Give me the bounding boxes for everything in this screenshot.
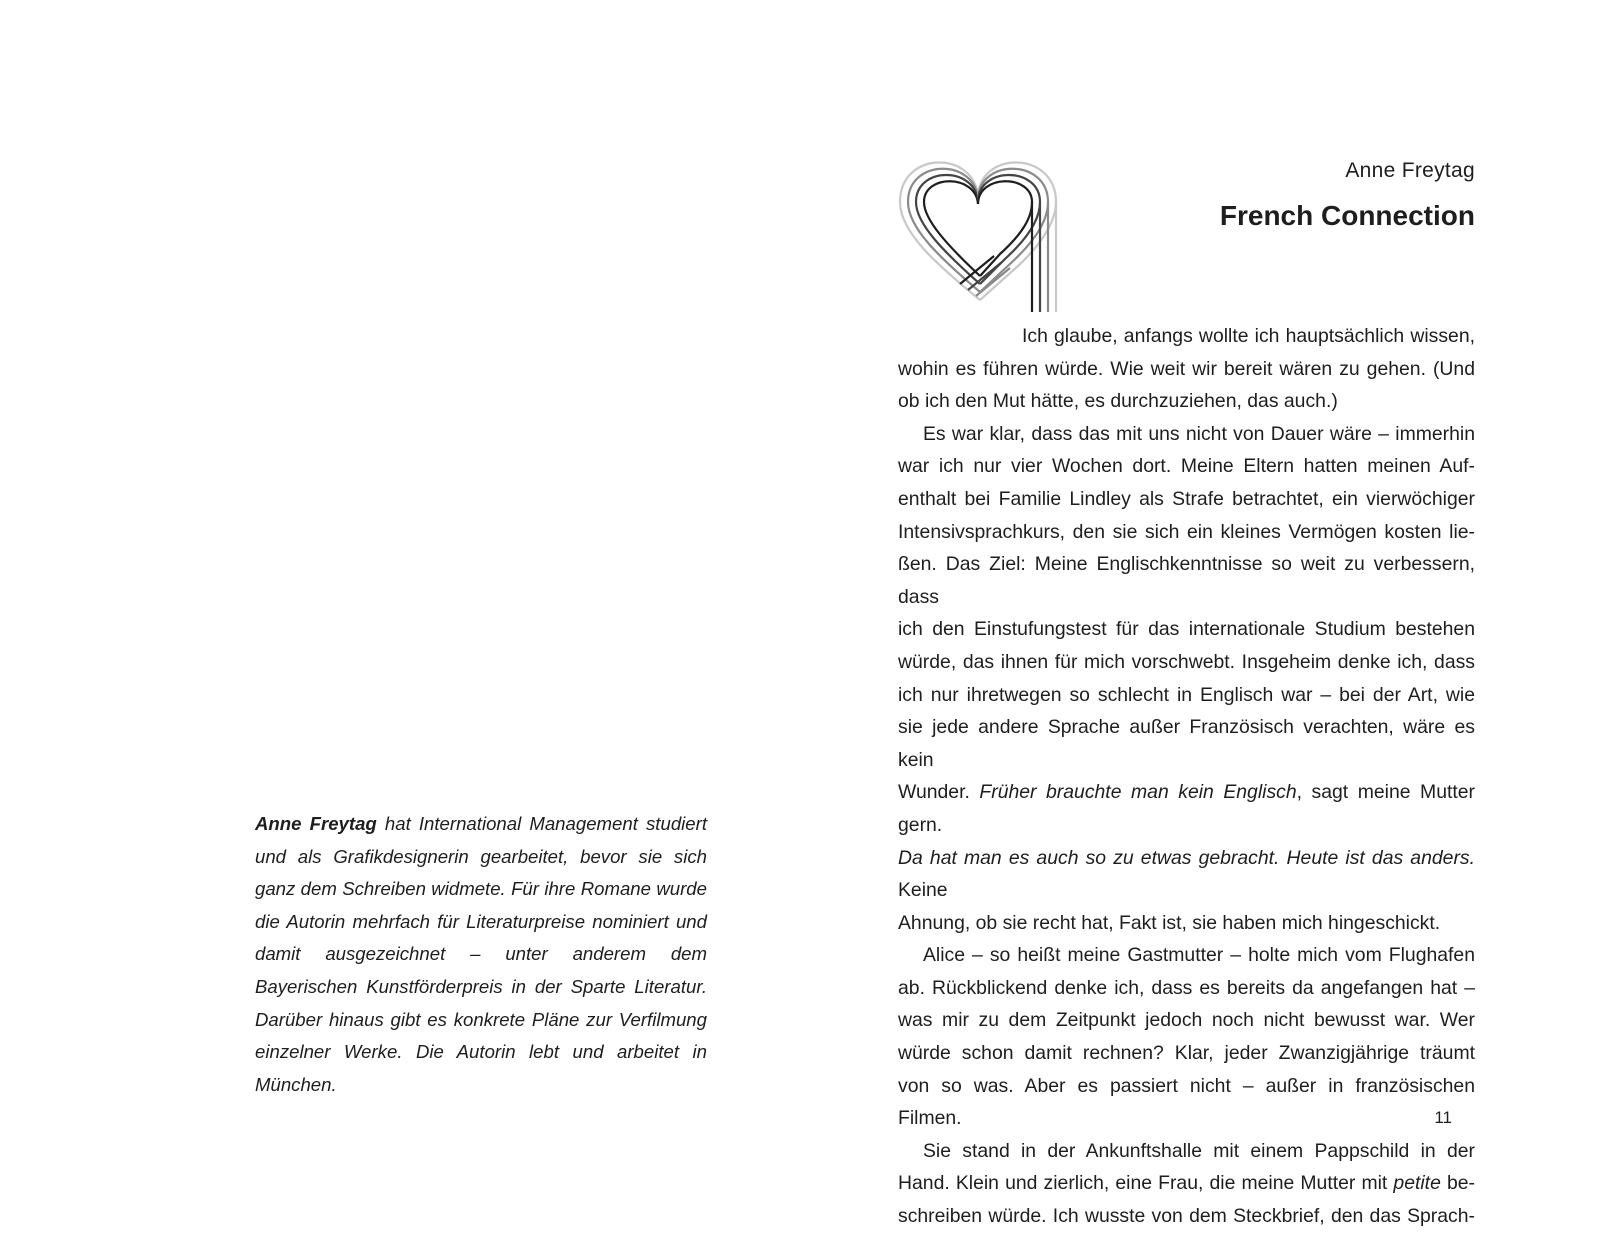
text-line: ab. Rückblickend denke ich, dass es bereits da angefangen hat – bbox=[898, 976, 1475, 999]
italic-quote: Früher brauchte man kein Englisch bbox=[979, 781, 1297, 804]
text-line: ich nur ihretwegen so schlecht in Englisch war – bei der Art, wie bbox=[898, 683, 1475, 706]
text-line: Sie stand in der Ankunftshalle mit einem Pappschild in der bbox=[923, 1139, 1475, 1162]
heart-lines-icon bbox=[898, 156, 1060, 312]
text-line: ob ich den Mut hätte, es durchzuziehen, das auch.) bbox=[898, 390, 1338, 413]
text-run: , sagt meine Mutter gern. bbox=[898, 781, 1476, 836]
text-line: Ich glaube, anfangs wollte ich hauptsächlich wissen, bbox=[1022, 325, 1475, 347]
text-line: war ich nur vier Wochen dort. Meine Eltern hatten meinen Auf- bbox=[898, 455, 1475, 478]
text-line bbox=[898, 842, 1475, 907]
text-run: Keine bbox=[898, 879, 948, 902]
bio-text: hat International Management studiert und als Grafikdesignerin gearbeitet, bevor sie sich ganz dem Schreiben widmete. Für ihre Romane wurde die Autorin mehrfach für Literaturpreise nominiert und damit ausgezeichnet – unter anderem dem Bayerischen Kunstförderpreis in der Sparte Literatur. Darüber hinaus gibt es konkrete Pläne zur Verfilmung einzelner Werke. Die Autorin lebt und arbeitet in München. bbox=[255, 813, 707, 1095]
book-author: Anne Freytag bbox=[1345, 159, 1475, 182]
bio-author-name: Anne Freytag bbox=[255, 813, 377, 834]
book-title: French Connection bbox=[1219, 200, 1475, 231]
text-line: enthalt bei Familie Lindley als Strafe betrachtet, ein vierwöchiger bbox=[898, 487, 1475, 510]
text-run: Hand. Klein und zierlich, eine Frau, die meine Mutter mit bbox=[898, 1172, 1394, 1195]
chapter-text bbox=[898, 320, 1475, 1233]
heart-stroke-4 bbox=[924, 181, 980, 276]
text-run: be- bbox=[1440, 1172, 1475, 1195]
author-bio bbox=[255, 808, 707, 1101]
text-line: sie jede andere Sprache außer Französisch verachten, wäre es kein bbox=[898, 716, 1475, 771]
text-line: Intensivsprachkurs, den sie sich ein kleines Vermögen kosten lie- bbox=[898, 520, 1475, 543]
text-line: von so was. Aber es passiert nicht – außer in französischen Filmen. bbox=[898, 1074, 1475, 1130]
text-line: Ahnung, ob sie recht hat, Fakt ist, sie haben mich hingeschickt. bbox=[898, 911, 1441, 934]
text-line: wohin es führen würde. Wie weit wir bereit wären zu gehen. (Und bbox=[898, 357, 1475, 380]
text-line: Alice – so heißt meine Gastmutter – holte mich vom Flughafen bbox=[923, 944, 1475, 967]
text-line bbox=[898, 1167, 1475, 1200]
text-line: Es war klar, dass das mit uns nicht von Dauer wäre – immerhin bbox=[923, 422, 1475, 445]
text-line bbox=[898, 776, 1475, 841]
text-line: würde schon damit rechnen? Klar, jeder Zwanzigjährige träumt bbox=[898, 1042, 1475, 1065]
text-line: würde, das ihnen für mich vorschwebt. Insgeheim denke ich, dass bbox=[898, 650, 1475, 673]
page-number: 11 bbox=[1434, 1108, 1452, 1127]
text-line: ich den Einstufungstest für das internationale Studium bestehen bbox=[898, 618, 1475, 641]
text-run: Wunder. bbox=[898, 781, 980, 804]
text-line: ßen. Das Ziel: Meine Englischkenntnisse so weit zu verbessern, dass bbox=[898, 553, 1475, 608]
italic-word: petite bbox=[1393, 1172, 1441, 1195]
text-line: was mir zu dem Zeitpunkt jedoch noch nicht bewusst war. Wer bbox=[898, 1009, 1475, 1032]
text-line: schreiben würde. Ich wusste von dem Steckbrief, den das Sprach- bbox=[898, 1205, 1475, 1228]
italic-quote: Da hat man es auch so zu etwas gebracht. Heute ist das anders. bbox=[898, 846, 1475, 869]
